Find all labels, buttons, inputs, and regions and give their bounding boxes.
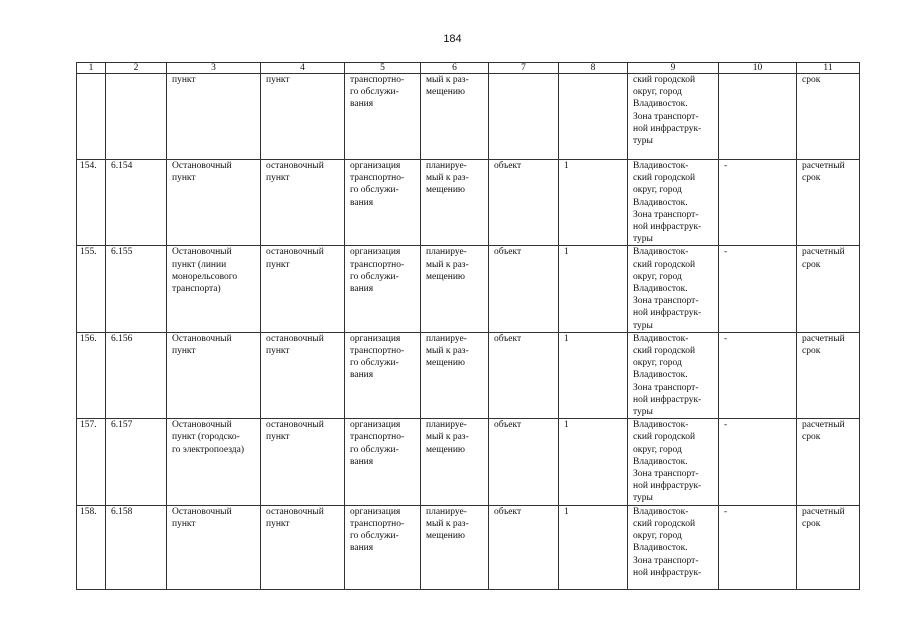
column-header: 6 bbox=[421, 63, 489, 74]
cell-line: Зона транспорт- bbox=[633, 111, 699, 122]
count-cell: 1 bbox=[559, 332, 628, 418]
cell-line: мещению bbox=[426, 444, 466, 455]
cell-line: планируе- bbox=[426, 420, 467, 431]
cell-line: Владивосток- bbox=[633, 247, 689, 258]
cell-line: пункт bbox=[172, 75, 196, 85]
cell-line: объект bbox=[494, 420, 522, 431]
cell-line: планируе- bbox=[426, 161, 467, 171]
cell-line: Остановочный bbox=[172, 333, 232, 344]
cell-line: ский городской bbox=[633, 518, 696, 529]
table-row bbox=[77, 505, 860, 589]
type-cell bbox=[261, 160, 345, 246]
cell-line: ский городской bbox=[633, 432, 696, 443]
column-header: 7 bbox=[489, 63, 559, 74]
unit-cell bbox=[489, 74, 559, 160]
table-row bbox=[77, 419, 860, 505]
name-cell bbox=[167, 419, 261, 505]
col10-cell: - bbox=[719, 419, 797, 505]
code-cell: 6.158 bbox=[106, 505, 167, 589]
table-row bbox=[77, 246, 860, 332]
cell-line: пункт bbox=[266, 259, 290, 270]
term-cell bbox=[797, 505, 860, 589]
row-number-cell: 157. bbox=[77, 419, 106, 505]
cell-line: мещению bbox=[426, 531, 466, 542]
cell-line: транспортно- bbox=[350, 432, 405, 443]
cell-line: ский городской bbox=[633, 173, 696, 184]
cell-line: Остановочный bbox=[172, 161, 232, 171]
cell-line: расчетный bbox=[802, 506, 845, 517]
cell-line: расчетный bbox=[802, 247, 845, 258]
cell-line: ский городской bbox=[633, 75, 696, 85]
cell-line: транспортно- bbox=[350, 75, 405, 85]
cell-line: ский городской bbox=[633, 259, 696, 270]
row-number-cell: 156. bbox=[77, 332, 106, 418]
purpose-cell bbox=[345, 505, 421, 589]
location-cell bbox=[628, 246, 719, 332]
cell-line: мый к раз- bbox=[426, 518, 469, 529]
column-header: 10 bbox=[719, 63, 797, 74]
location-cell bbox=[628, 160, 719, 246]
cell-line: округ, город bbox=[633, 358, 682, 369]
cell-line: расчетный bbox=[802, 161, 845, 171]
cell-line: ной инфраструк- bbox=[633, 308, 702, 319]
cell-line: Владивосток- bbox=[633, 333, 689, 344]
cell-line: монорельсового bbox=[172, 271, 238, 282]
column-header: 9 bbox=[628, 63, 719, 74]
code-cell: 6.157 bbox=[106, 419, 167, 505]
col10-cell bbox=[719, 74, 797, 160]
cell-line: организация bbox=[350, 420, 401, 431]
cell-line: срок bbox=[802, 518, 821, 529]
name-cell bbox=[167, 246, 261, 332]
cell-line: расчетный bbox=[802, 420, 845, 431]
type-cell bbox=[261, 332, 345, 418]
cell-line: го обслужи- bbox=[350, 358, 399, 369]
col10-cell: - bbox=[719, 332, 797, 418]
purpose-cell bbox=[345, 332, 421, 418]
column-header: 8 bbox=[559, 63, 628, 74]
cell-line: Владивосток. bbox=[633, 370, 688, 381]
count-cell: 1 bbox=[559, 505, 628, 589]
count-cell: 1 bbox=[559, 246, 628, 332]
cell-line: транспортно- bbox=[350, 259, 405, 270]
cell-line: ной инфраструк- bbox=[633, 567, 702, 578]
location-cell bbox=[628, 74, 719, 160]
cell-line: срок bbox=[802, 346, 821, 357]
cell-line: срок bbox=[802, 75, 821, 85]
cell-line: организация bbox=[350, 506, 401, 517]
data-table bbox=[76, 62, 860, 590]
unit-cell bbox=[489, 332, 559, 418]
cell-line: пункт bbox=[266, 346, 290, 357]
cell-line: остановочный bbox=[266, 161, 324, 171]
cell-line: Владивосток. bbox=[633, 543, 688, 554]
cell-line: пункт bbox=[172, 518, 196, 529]
location-cell bbox=[628, 419, 719, 505]
cell-line: го обслужи- bbox=[350, 87, 399, 98]
count-cell bbox=[559, 74, 628, 160]
cell-line: Остановочный bbox=[172, 247, 232, 258]
cell-line: го обслужи- bbox=[350, 271, 399, 282]
col10-cell: - bbox=[719, 246, 797, 332]
cell-line: Владивосток. bbox=[633, 456, 688, 467]
cell-line: мый к раз- bbox=[426, 432, 469, 443]
cell-line: вания bbox=[350, 197, 374, 208]
col10-cell: - bbox=[719, 160, 797, 246]
cell-line: туры bbox=[633, 407, 653, 418]
term-cell bbox=[797, 74, 860, 160]
cell-line: вания bbox=[350, 543, 374, 554]
column-header: 11 bbox=[797, 63, 860, 74]
cell-line: Владивосток- bbox=[633, 420, 689, 431]
status-cell bbox=[421, 160, 489, 246]
cell-line: мещению bbox=[426, 87, 466, 98]
term-cell bbox=[797, 246, 860, 332]
cell-line: остановочный bbox=[266, 247, 324, 258]
cell-line: пункт (городско- bbox=[172, 432, 240, 443]
cell-line: мый к раз- bbox=[426, 173, 469, 184]
status-cell bbox=[421, 419, 489, 505]
cell-line: вания bbox=[350, 370, 374, 381]
cell-line: остановочный bbox=[266, 333, 324, 344]
row-number-cell: 154. bbox=[77, 160, 106, 246]
count-cell: 1 bbox=[559, 160, 628, 246]
cell-line: срок bbox=[802, 259, 821, 270]
column-header: 4 bbox=[261, 63, 345, 74]
status-cell bbox=[421, 332, 489, 418]
table-body bbox=[77, 63, 860, 590]
name-cell bbox=[167, 160, 261, 246]
column-header: 3 bbox=[167, 63, 261, 74]
column-header: 5 bbox=[345, 63, 421, 74]
cell-line: объект bbox=[494, 247, 522, 258]
cell-line: го обслужи- bbox=[350, 444, 399, 455]
cell-line: объект bbox=[494, 333, 522, 344]
cell-line: туры bbox=[633, 320, 653, 331]
cell-line: пункт bbox=[266, 432, 290, 443]
type-cell bbox=[261, 419, 345, 505]
cell-line: Остановочный bbox=[172, 506, 232, 517]
cell-line: Владивосток. bbox=[633, 284, 688, 295]
cell-line: Остановочный bbox=[172, 420, 232, 431]
cell-line: пункт bbox=[172, 346, 196, 357]
code-cell bbox=[106, 74, 167, 160]
cell-line: Владивосток. bbox=[633, 197, 688, 208]
type-cell bbox=[261, 74, 345, 160]
cell-line: объект bbox=[494, 506, 522, 517]
cell-line: округ, город bbox=[633, 185, 682, 196]
status-cell bbox=[421, 74, 489, 160]
name-cell bbox=[167, 505, 261, 589]
cell-line: Владивосток- bbox=[633, 506, 689, 517]
cell-line: расчетный bbox=[802, 333, 845, 344]
code-cell: 6.155 bbox=[106, 246, 167, 332]
cell-line: организация bbox=[350, 161, 401, 171]
cell-line: транспортно- bbox=[350, 173, 405, 184]
cell-line: планируе- bbox=[426, 506, 467, 517]
cell-line: организация bbox=[350, 333, 401, 344]
cell-line: пункт bbox=[266, 518, 290, 529]
term-cell bbox=[797, 419, 860, 505]
count-cell: 1 bbox=[559, 419, 628, 505]
cell-line: остановочный bbox=[266, 506, 324, 517]
cell-line: мый к раз- bbox=[426, 346, 469, 357]
cell-line: планируе- bbox=[426, 247, 467, 258]
cell-line: Зона транспорт- bbox=[633, 555, 699, 566]
purpose-cell bbox=[345, 246, 421, 332]
cell-line: Зона транспорт- bbox=[633, 469, 699, 480]
status-cell bbox=[421, 246, 489, 332]
cell-line: организация bbox=[350, 247, 401, 258]
cell-line: туры bbox=[633, 136, 653, 147]
cell-line: Владивосток- bbox=[633, 161, 689, 171]
table-row bbox=[77, 74, 860, 160]
cell-line: округ, город bbox=[633, 87, 682, 98]
cell-line: ной инфраструк- bbox=[633, 394, 702, 405]
code-cell: 6.154 bbox=[106, 160, 167, 246]
status-cell bbox=[421, 505, 489, 589]
purpose-cell bbox=[345, 160, 421, 246]
cell-line: туры bbox=[633, 234, 653, 245]
cell-line: транспортно- bbox=[350, 346, 405, 357]
name-cell bbox=[167, 74, 261, 160]
cell-line: остановочный bbox=[266, 420, 324, 431]
cell-line: Зона транспорт- bbox=[633, 382, 699, 393]
cell-line: вания bbox=[350, 456, 374, 467]
cell-line: туры bbox=[633, 493, 653, 504]
cell-line: срок bbox=[802, 432, 821, 443]
cell-line: Зона транспорт- bbox=[633, 209, 699, 220]
cell-line: мещению bbox=[426, 185, 466, 196]
cell-line: ной инфраструк- bbox=[633, 123, 702, 134]
cell-line: округ, город bbox=[633, 444, 682, 455]
cell-line: ной инфраструк- bbox=[633, 481, 702, 492]
cell-line: мый к раз- bbox=[426, 75, 469, 85]
cell-line: планируе- bbox=[426, 333, 467, 344]
row-number-cell: 155. bbox=[77, 246, 106, 332]
cell-line: пункт bbox=[266, 75, 290, 85]
cell-line: объект bbox=[494, 161, 522, 171]
cell-line: ский городской bbox=[633, 346, 696, 357]
column-header: 1 bbox=[77, 63, 106, 74]
cell-line: го обслужи- bbox=[350, 531, 399, 542]
cell-line: го электропоезда) bbox=[172, 444, 244, 455]
term-cell bbox=[797, 332, 860, 418]
column-header: 2 bbox=[106, 63, 167, 74]
code-cell: 6.156 bbox=[106, 332, 167, 418]
unit-cell bbox=[489, 160, 559, 246]
cell-line: Зона транспорт- bbox=[633, 296, 699, 307]
cell-line: мещению bbox=[426, 358, 466, 369]
cell-line: транспорта) bbox=[172, 284, 221, 295]
cell-line: Владивосток. bbox=[633, 99, 688, 110]
location-cell bbox=[628, 332, 719, 418]
purpose-cell bbox=[345, 419, 421, 505]
cell-line: вания bbox=[350, 284, 374, 295]
cell-line: ной инфраструк- bbox=[633, 222, 702, 233]
row-number-cell bbox=[77, 74, 106, 160]
cell-line: округ, город bbox=[633, 531, 682, 542]
cell-line: мещению bbox=[426, 271, 466, 282]
purpose-cell bbox=[345, 74, 421, 160]
name-cell bbox=[167, 332, 261, 418]
header-row bbox=[77, 63, 860, 74]
page-number: 184 bbox=[443, 33, 462, 45]
cell-line: пункт bbox=[172, 173, 196, 184]
cell-line: пункт bbox=[266, 173, 290, 184]
unit-cell bbox=[489, 419, 559, 505]
cell-line: округ, город bbox=[633, 271, 682, 282]
cell-line: мый к раз- bbox=[426, 259, 469, 270]
col10-cell: - bbox=[719, 505, 797, 589]
term-cell bbox=[797, 160, 860, 246]
cell-line: транспортно- bbox=[350, 518, 405, 529]
type-cell bbox=[261, 246, 345, 332]
cell-line: срок bbox=[802, 173, 821, 184]
type-cell bbox=[261, 505, 345, 589]
unit-cell bbox=[489, 505, 559, 589]
table-row bbox=[77, 332, 860, 418]
table-row bbox=[77, 160, 860, 246]
location-cell bbox=[628, 505, 719, 589]
cell-line: вания bbox=[350, 99, 374, 110]
cell-line: пункт (линии bbox=[172, 259, 227, 270]
unit-cell bbox=[489, 246, 559, 332]
cell-line: го обслужи- bbox=[350, 185, 399, 196]
row-number-cell: 158. bbox=[77, 505, 106, 589]
